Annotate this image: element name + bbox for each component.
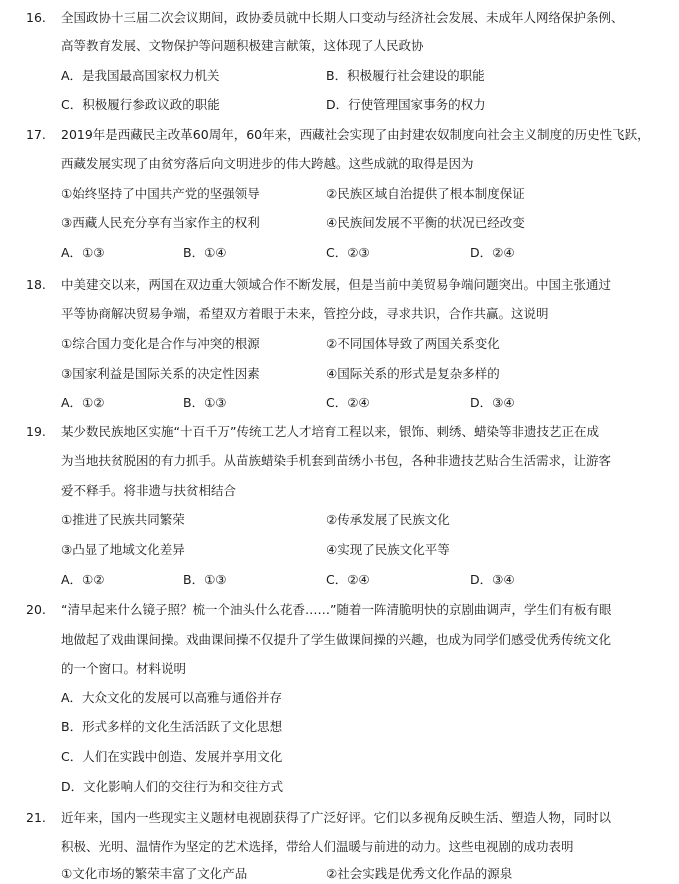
option-c[interactable]: C．积极履行参政议政的职能 — [61, 97, 220, 112]
statement-4: ④实现了民族文化平等 — [326, 542, 450, 557]
option-d[interactable]: D．行使管理国家事务的权力 — [326, 97, 486, 112]
statement-1: ①推进了民族共同繁荣 — [61, 512, 185, 527]
statement-4: ④民族间发展不平衡的状况已经改变 — [326, 215, 525, 230]
option-b[interactable]: B．积极履行社会建设的职能 — [326, 68, 485, 83]
statement-2: ②社会实践是优秀文化作品的源泉 — [326, 866, 513, 881]
option-c[interactable]: C．②③ — [326, 245, 370, 260]
question-stem-line: 积极、光明、温情作为坚定的艺术选择，带给人们温暖与前进的动力。这些电视剧的成功表明 — [61, 839, 574, 854]
option-b[interactable]: B．①③ — [183, 395, 227, 410]
option-c[interactable]: C．人们在实践中创造、发展并享用文化 — [61, 749, 283, 764]
option-b[interactable]: B．形式多样的文化生活活跃了文化思想 — [61, 719, 283, 734]
option-c[interactable]: C．②④ — [326, 572, 370, 587]
option-a[interactable]: A．大众文化的发展可以高雅与通俗并存 — [61, 690, 283, 705]
question-number: 20. — [26, 602, 46, 617]
question-stem-line: 为当地扶贫脱困的有力抓手。从苗族蜡染手机套到苗绣小书包，各种非遗技艺贴合生活需求，让游客 — [61, 453, 612, 468]
option-d[interactable]: D．文化影响人们的交往行为和交往方式 — [61, 779, 284, 794]
question-stem-line: 近年来，国内一些现实主义题材电视剧获得了广泛好评。它们以多视角反映生活、塑造人物，同时以 — [61, 810, 612, 825]
question-number: 16. — [26, 10, 46, 25]
question-stem-line: 中美建交以来，两国在双边重大领域合作不断发展，但是当前中美贸易争端问题突出。中国主张通过 — [61, 277, 612, 292]
question-stem-line: 高等教育发展、文物保护等问题积极建言献策，这体现了人民政协 — [61, 38, 424, 53]
statement-1: ①综合国力变化是合作与冲突的根源 — [61, 336, 260, 351]
question-number: 21. — [26, 810, 46, 825]
question-number: 18. — [26, 277, 46, 292]
question-number: 17. — [26, 127, 46, 142]
option-d[interactable]: D．③④ — [470, 395, 515, 410]
statement-1: ①始终坚持了中国共产党的坚强领导 — [61, 186, 260, 201]
statement-3: ③国家利益是国际关系的决定性因素 — [61, 366, 260, 381]
question-stem-line: 平等协商解决贸易争端，希望双方着眼于未来，管控分歧，寻求共识，合作共赢。这说明 — [61, 306, 549, 321]
statement-2: ②不同国体导致了两国关系变化 — [326, 336, 500, 351]
option-b[interactable]: B．①③ — [183, 572, 227, 587]
option-a[interactable]: A．是我国最高国家权力机关 — [61, 68, 220, 83]
question-stem-line: 的一个窗口。材料说明 — [61, 661, 187, 676]
option-c[interactable]: C．②④ — [326, 395, 370, 410]
statement-2: ②民族区域自治提供了根本制度保证 — [326, 186, 525, 201]
option-a[interactable]: A．①② — [61, 572, 105, 587]
option-d[interactable]: D．③④ — [470, 572, 515, 587]
statement-1: ①文化市场的繁荣丰富了文化产品 — [61, 866, 248, 881]
statement-3: ③西藏人民充分享有当家作主的权利 — [61, 215, 260, 230]
statement-3: ③凸显了地域文化差异 — [61, 542, 185, 557]
option-a[interactable]: A．①③ — [61, 245, 105, 260]
question-stem-line: 地做起了戏曲课间操。戏曲课间操不仅提升了学生做课间操的兴趣，也成为同学们感受优秀传统文化 — [61, 632, 612, 647]
option-b[interactable]: B．①④ — [183, 245, 227, 260]
statement-2: ②传承发展了民族文化 — [326, 512, 450, 527]
question-stem-line: 2019年是西藏民主改革60周年，60年来，西藏社会实现了由封建农奴制度向社会主义制度的历史性飞跃， — [61, 127, 650, 142]
question-stem-line: 西藏发展实现了由贫穷落后向文明进步的伟大跨越。这些成就的取得是因为 — [61, 156, 474, 171]
option-d[interactable]: D．②④ — [470, 245, 515, 260]
question-stem-line: 某少数民族地区实施“十百千万”传统工艺人才培育工程以来，银饰、刺绣、蜡染等非遗技艺正在成 — [61, 424, 599, 439]
question-stem-line: “清早起来什么镜子照？梳一个油头什么花香……”随着一阵清脆明快的京剧曲调声，学生们有板有眼 — [61, 602, 612, 617]
statement-4: ④国际关系的形式是复杂多样的 — [326, 366, 500, 381]
question-number: 19. — [26, 424, 46, 439]
option-a[interactable]: A．①② — [61, 395, 105, 410]
question-stem-line: 爱不释手。将非遗与扶贫相结合 — [61, 483, 237, 498]
question-stem-line: 全国政协十三届二次会议期间，政协委员就中长期人口变动与经济社会发展、未成年人网络保护条例、 — [61, 10, 624, 25]
